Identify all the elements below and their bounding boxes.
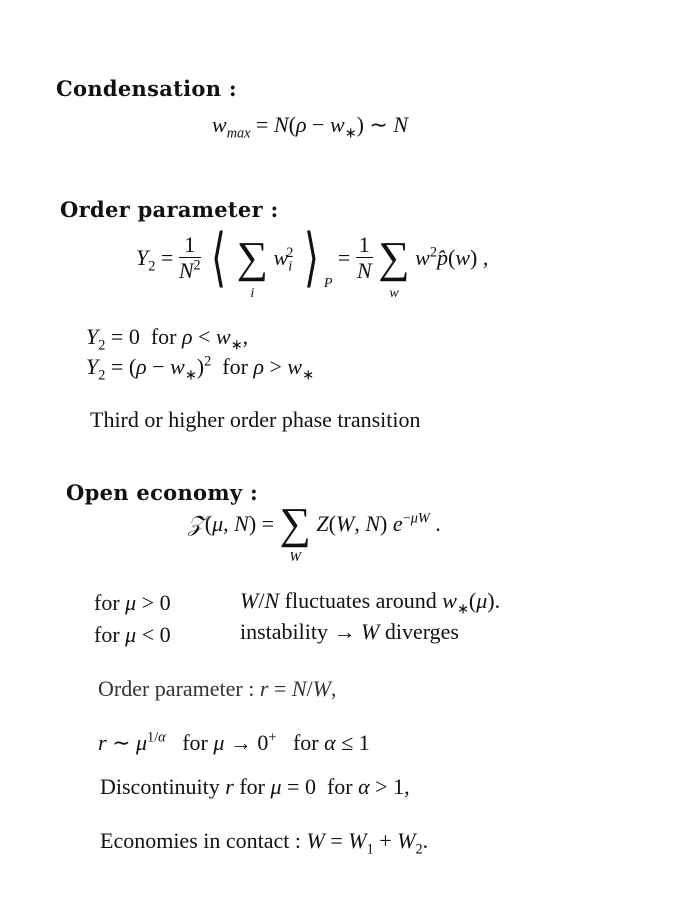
result-mu-negative: instability → W diverges bbox=[240, 619, 459, 644]
case-y2-zero: $Y_2 = 0$ for $\rho < w_∗$, bbox=[86, 324, 249, 354]
case-y2-positive: $Y_2 = (\rho - w_∗)^2$ for $\rho > w_∗$ bbox=[86, 353, 315, 384]
heading-open-economy: Open economy : bbox=[66, 480, 259, 505]
order-param-r: Order parameter : r = N/W, bbox=[98, 676, 337, 701]
equation-condensation: $w_{max} = N(\rho - w_∗)$ ∼ N bbox=[212, 112, 409, 142]
economies-contact: Economies in contact : $W = W_1 + W_2$. bbox=[100, 828, 429, 858]
discontinuity-r: Discontinuity r for μ = 0 for α > 1, bbox=[100, 774, 410, 799]
condition-mu-negative: for μ < 0 bbox=[94, 622, 171, 647]
equation-order-parameter: $Y_2$ = $\frac{1}{N^2}$ ⟨ ∑ i $w_i^2$ ⟩ $_P$ = $\frac{1}{N}$ ∑ w $w^2p̂(w)$ , bbox=[136, 222, 489, 301]
heading-order-parameter: Order parameter : bbox=[60, 197, 279, 222]
scaling-r: r ∼ $\mu^{1/\alpha}$ for μ → 0+ for α ≤ 1 bbox=[98, 729, 370, 755]
condition-mu-positive: for μ > 0 bbox=[94, 590, 171, 615]
equation-open-economy: 𝒵(μ, N) = ∑ W Z(W, N) $e^{-\mu W}$ . bbox=[188, 499, 441, 565]
heading-condensation: Condensation : bbox=[56, 76, 237, 101]
result-mu-positive: W/N fluctuates around $w_∗(\mu)$. bbox=[240, 588, 501, 618]
transition-note: Third or higher order phase transition bbox=[90, 407, 421, 432]
